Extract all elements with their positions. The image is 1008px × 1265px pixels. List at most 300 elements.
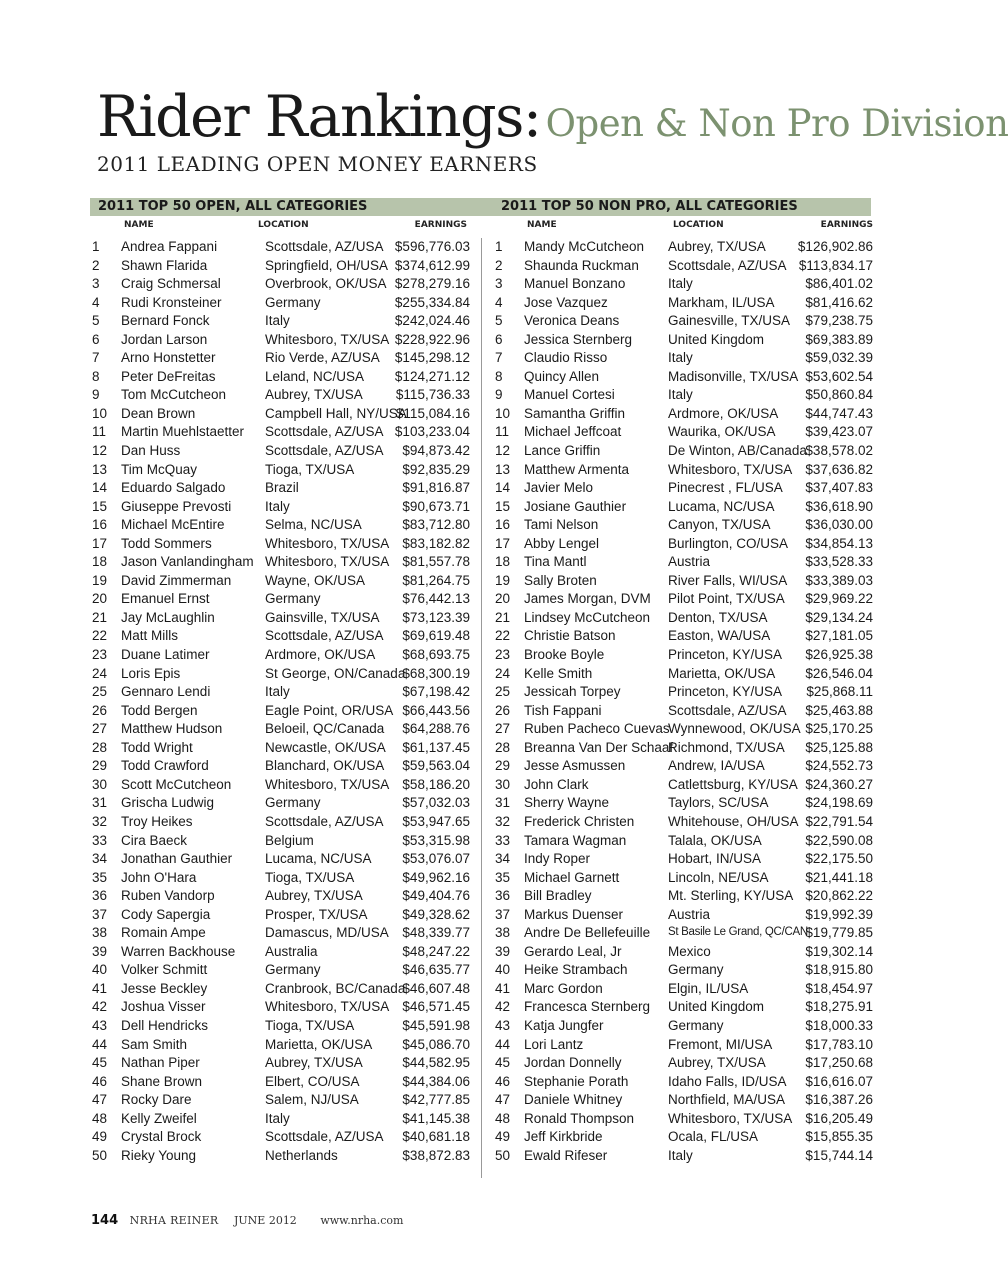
earnings-cell: $53,947.65 (402, 813, 470, 829)
table-row (90, 312, 470, 331)
location-cell: Belgium (265, 832, 314, 848)
location-cell: Gainsville, TX/USA (265, 609, 380, 625)
location-cell: Damascus, MD/USA (265, 925, 389, 941)
rank-cell: 41 (92, 980, 108, 996)
location-cell: Scottsdale, AZ/USA (668, 702, 787, 718)
earnings-cell: $25,868.11 (806, 684, 873, 700)
name-cell: Indy Roper (524, 851, 591, 867)
name-cell: Dean Brown (121, 405, 196, 421)
earnings-cell: $76,442.13 (402, 591, 470, 607)
table-row (493, 516, 873, 535)
name-cell: Heike Strambach (524, 962, 628, 978)
earnings-cell: $49,962.16 (402, 869, 470, 885)
rank-cell: 8 (495, 368, 503, 384)
name-cell: Breanna Van Der Schaaf (524, 739, 674, 755)
table-row (90, 1017, 470, 1036)
name-cell: Josiane Gauthier (524, 498, 627, 514)
location-cell: Aubrey, TX/USA (265, 1055, 363, 1071)
table-row (493, 1091, 873, 1110)
name-cell: Eduardo Salgado (121, 480, 226, 496)
location-cell: Tioga, TX/USA (265, 1017, 355, 1033)
earnings-cell: $26,546.04 (805, 665, 873, 681)
earnings-cell: $59,563.04 (402, 758, 470, 774)
title-sub: Open & Non Pro Division (545, 102, 1008, 145)
name-cell: Kelly Zweifel (121, 1110, 197, 1126)
name-cell: Warren Backhouse (121, 943, 236, 959)
earnings-cell: $15,855.35 (805, 1129, 873, 1145)
rank-cell: 24 (92, 665, 108, 681)
table-row (90, 813, 470, 832)
location-cell: Andrew, IA/USA (668, 758, 765, 774)
location-cell: Whitesboro, TX/USA (265, 331, 390, 347)
rank-cell: 50 (92, 1147, 108, 1163)
location-cell: Wayne, OK/USA (265, 572, 366, 588)
name-cell: Andrea Fappani (121, 239, 218, 254)
table-row (493, 720, 873, 739)
earnings-cell: $22,791.54 (805, 813, 873, 829)
name-cell: Duane Latimer (121, 647, 210, 663)
location-cell: Scottsdale, AZ/USA (265, 239, 384, 254)
name-cell: Rudi Kronsteiner (121, 294, 222, 310)
earnings-cell: $24,360.27 (805, 776, 873, 792)
earnings-cell: $17,783.10 (805, 1036, 873, 1052)
table-row (493, 943, 873, 962)
rank-cell: 21 (495, 609, 511, 625)
name-cell: Sherry Wayne (524, 795, 610, 811)
table-row (493, 1036, 873, 1055)
location-cell: Brazil (265, 480, 299, 496)
rank-cell: 20 (92, 591, 108, 607)
website-url: www.nrha.com (320, 1214, 404, 1227)
earnings-cell: $115,736.33 (395, 387, 470, 403)
name-cell: Tamara Wagman (524, 832, 627, 848)
earnings-cell: $24,552.73 (805, 758, 873, 774)
name-cell: Jesse Asmussen (524, 758, 626, 774)
location-cell: Catlettsburg, KY/USA (668, 776, 798, 792)
table-row (90, 442, 470, 461)
earnings-cell: $21,441.18 (805, 869, 873, 885)
rank-cell: 8 (92, 368, 100, 384)
location-cell: Marietta, OK/USA (668, 665, 776, 681)
name-cell: John O'Hara (121, 869, 197, 885)
name-cell: Markus Duenser (524, 906, 624, 922)
table-row (493, 1147, 873, 1166)
name-cell: Volker Schmitt (121, 962, 208, 978)
table-row (90, 739, 470, 758)
location-cell: Germany (265, 294, 321, 310)
earnings-cell: $255,334.84 (394, 294, 470, 310)
table-row (493, 1073, 873, 1092)
nonpro-table-band: 2011 TOP 50 NON PRO, ALL CATEGORIES (493, 198, 871, 216)
location-cell: Ardmore, OK/USA (668, 405, 779, 421)
table-row (493, 368, 873, 387)
location-cell: Ardmore, OK/USA (265, 647, 376, 663)
location-cell: De Winton, AB/Canada (668, 443, 807, 459)
table-row (90, 368, 470, 387)
earnings-cell: $45,086.70 (402, 1036, 470, 1052)
rank-cell: 33 (495, 832, 511, 848)
rank-cell: 49 (92, 1129, 108, 1145)
name-cell: Jesse Beckley (121, 980, 208, 996)
location-cell: Austria (668, 906, 711, 922)
name-cell: Jason Vanlandingham (121, 554, 254, 570)
table-row (493, 442, 873, 461)
rank-cell: 2 (495, 257, 503, 273)
table-row (90, 980, 470, 999)
earnings-cell: $81,416.62 (805, 294, 873, 310)
earnings-cell: $124,271.12 (394, 368, 470, 384)
earnings-cell: $19,302.14 (805, 943, 873, 959)
rank-cell: 45 (495, 1055, 511, 1071)
table-row (493, 294, 873, 313)
location-cell: Marietta, OK/USA (265, 1036, 373, 1052)
location-cell: Salem, NJ/USA (265, 1092, 359, 1108)
name-cell: Lindsey McCutcheon (524, 609, 651, 625)
earnings-cell: $59,032.39 (805, 350, 873, 366)
col-name-header: NAME (527, 220, 557, 230)
earnings-cell: $15,744.14 (805, 1147, 873, 1163)
location-cell: St Basile Le Grand, QC/CAN (668, 926, 808, 939)
earnings-cell: $29,969.22 (805, 591, 873, 607)
table-row (493, 776, 873, 795)
name-cell: Daniele Whitney (524, 1092, 623, 1108)
rank-cell: 12 (495, 443, 511, 459)
name-cell: Todd Bergen (121, 702, 198, 718)
location-cell: Pilot Point, TX/USA (668, 591, 785, 607)
table-row (90, 590, 470, 609)
earnings-cell: $19,992.39 (805, 906, 873, 922)
rank-cell: 42 (92, 999, 108, 1015)
location-cell: Princeton, KY/USA (668, 647, 783, 663)
name-cell: Jordan Larson (121, 331, 208, 347)
col-location-header: LOCATION (258, 220, 309, 230)
name-cell: Brooke Boyle (524, 647, 605, 663)
location-cell: Aubrey, TX/USA (265, 387, 363, 403)
location-cell: Mt. Sterling, KY/USA (668, 888, 794, 904)
rank-cell: 7 (495, 350, 503, 366)
earnings-cell: $16,387.26 (805, 1092, 873, 1108)
name-cell: Marc Gordon (524, 980, 603, 996)
table-row (90, 238, 470, 257)
rank-cell: 40 (92, 962, 108, 978)
earnings-cell: $73,123.39 (402, 609, 470, 625)
name-cell: Troy Heikes (121, 813, 193, 829)
location-cell: Overbrook, OK/USA (265, 276, 387, 292)
location-cell: Beloeil, QC/Canada (265, 721, 385, 737)
name-cell: Nathan Piper (121, 1055, 200, 1071)
name-cell: Ronald Thompson (524, 1110, 635, 1126)
rank-cell: 11 (495, 424, 510, 440)
table-row (90, 294, 470, 313)
table-row (493, 1110, 873, 1129)
earnings-cell: $115,084.16 (395, 405, 470, 421)
rank-cell: 44 (495, 1036, 511, 1052)
table-row (493, 646, 873, 665)
earnings-cell: $145,298.12 (394, 350, 470, 366)
name-cell: Emanuel Ernst (121, 591, 210, 607)
page-subtitle: 2011 LEADING OPEN MONEY EARNERS (97, 152, 538, 176)
location-cell: Pinecrest , FL/USA (668, 480, 783, 496)
earnings-cell: $68,693.75 (402, 647, 470, 663)
table-row (90, 1147, 470, 1166)
location-cell: Germany (668, 962, 724, 978)
earnings-cell: $44,582.95 (402, 1055, 470, 1071)
location-cell: Tioga, TX/USA (265, 869, 355, 885)
name-cell: Todd Wright (121, 739, 193, 755)
open-table-body (90, 238, 470, 1165)
location-cell: Lucama, NC/USA (265, 851, 372, 867)
rank-cell: 24 (495, 665, 511, 681)
name-cell: Michael Jeffcoat (524, 424, 622, 440)
name-cell: Rocky Dare (121, 1092, 192, 1108)
table-row (493, 702, 873, 721)
rank-cell: 26 (92, 702, 108, 718)
table-row (90, 349, 470, 368)
location-cell: Italy (668, 1147, 693, 1163)
earnings-cell: $20,862.22 (805, 888, 873, 904)
table-row (90, 1091, 470, 1110)
rank-cell: 29 (92, 758, 108, 774)
name-cell: Quincy Allen (524, 368, 600, 384)
rank-cell: 19 (495, 572, 511, 588)
location-cell: Taylors, SC/USA (668, 795, 769, 811)
name-cell: Romain Ampe (121, 925, 206, 941)
earnings-cell: $94,873.42 (402, 443, 470, 459)
page-title (97, 84, 1008, 150)
table-row (90, 423, 470, 442)
earnings-cell: $61,137.45 (402, 739, 470, 755)
location-cell: Aubrey, TX/USA (668, 1055, 766, 1071)
location-cell: Selma, NC/USA (265, 517, 362, 533)
table-row (493, 906, 873, 925)
location-cell: Elgin, IL/USA (668, 980, 749, 996)
rank-cell: 47 (495, 1092, 511, 1108)
name-cell: Joshua Visser (121, 999, 206, 1015)
earnings-cell: $39,423.07 (805, 424, 873, 440)
name-cell: Frederick Christen (524, 813, 635, 829)
table-row (493, 683, 873, 702)
location-cell: Lincoln, NE/USA (668, 869, 769, 885)
name-cell: Tish Fappani (524, 702, 602, 718)
rank-cell: 16 (495, 517, 511, 533)
table-row (90, 961, 470, 980)
earnings-cell: $26,925.38 (805, 647, 873, 663)
earnings-cell: $113,834.17 (798, 257, 873, 273)
table-row (493, 924, 873, 943)
earnings-cell: $57,032.03 (402, 795, 470, 811)
table-row (493, 461, 873, 480)
location-cell: Germany (265, 795, 321, 811)
table-row (90, 1110, 470, 1129)
rank-cell: 5 (495, 313, 503, 329)
rank-cell: 28 (495, 739, 511, 755)
location-cell: Aubrey, TX/USA (265, 888, 363, 904)
location-cell: St George, ON/Canada (265, 665, 406, 681)
name-cell: Jessicah Torpey (524, 684, 621, 700)
table-row (90, 516, 470, 535)
location-cell: Scottsdale, AZ/USA (265, 443, 384, 459)
name-cell: Tom McCutcheon (121, 387, 227, 403)
earnings-cell: $45,591.98 (402, 1017, 470, 1033)
rank-cell: 39 (92, 943, 108, 959)
rank-cell: 17 (495, 535, 511, 551)
rank-cell: 33 (92, 832, 108, 848)
table-row (493, 498, 873, 517)
table-row (493, 553, 873, 572)
earnings-cell: $16,616.07 (805, 1073, 873, 1089)
rank-cell: 41 (495, 980, 511, 996)
table-row (90, 943, 470, 962)
location-cell: Italy (265, 1110, 290, 1126)
name-cell: Tami Nelson (524, 517, 599, 533)
table-row (90, 627, 470, 646)
location-cell: Talala, OK/USA (668, 832, 762, 848)
earnings-cell: $83,712.80 (402, 517, 470, 533)
location-cell: Rio Verde, AZ/USA (265, 350, 380, 366)
earnings-cell: $46,635.77 (402, 962, 470, 978)
rank-cell: 46 (92, 1073, 108, 1089)
table-row (90, 646, 470, 665)
open-table-band: 2011 TOP 50 OPEN, ALL CATEGORIES (90, 198, 498, 216)
table-row (493, 1054, 873, 1073)
rank-cell: 1 (92, 239, 100, 254)
name-cell: Kelle Smith (524, 665, 593, 681)
location-cell: Eagle Point, OR/USA (265, 702, 394, 718)
nonpro-table-body (493, 238, 873, 1165)
name-cell: Jordan Donnelly (524, 1055, 622, 1071)
table-row (493, 869, 873, 888)
location-cell: Leland, NC/USA (265, 368, 365, 384)
location-cell: Princeton, KY/USA (668, 684, 783, 700)
name-cell: Abby Lengel (524, 535, 600, 551)
location-cell: Prosper, TX/USA (265, 906, 368, 922)
name-cell: Shane Brown (121, 1073, 203, 1089)
rank-cell: 22 (92, 628, 108, 644)
name-cell: Lance Griffin (524, 443, 601, 459)
rank-cell: 13 (495, 461, 511, 477)
earnings-cell: $25,170.25 (805, 721, 873, 737)
rank-cell: 31 (92, 795, 108, 811)
name-cell: Sally Broten (524, 572, 597, 588)
rank-cell: 31 (495, 795, 511, 811)
location-cell: Cranbrook, BC/Canada (265, 980, 406, 996)
rank-cell: 30 (495, 776, 511, 792)
earnings-cell: $242,024.46 (394, 313, 470, 329)
table-row (90, 553, 470, 572)
rank-cell: 23 (495, 647, 511, 663)
earnings-cell: $49,328.62 (402, 906, 470, 922)
rank-cell: 17 (92, 535, 108, 551)
earnings-cell: $25,125.88 (805, 739, 873, 755)
location-cell: Elbert, CO/USA (265, 1073, 360, 1089)
earnings-cell: $44,384.06 (402, 1073, 470, 1089)
name-cell: Bill Bradley (524, 888, 592, 904)
earnings-cell: $46,607.48 (402, 980, 470, 996)
location-cell: Blanchard, OK/USA (265, 758, 385, 774)
earnings-cell: $19,779.85 (805, 925, 873, 941)
earnings-cell: $69,383.89 (805, 331, 873, 347)
name-cell: Claudio Risso (524, 350, 608, 366)
table-row (90, 405, 470, 424)
location-cell: Whitesboro, TX/USA (265, 554, 390, 570)
earnings-cell: $278,279.16 (394, 276, 470, 292)
rank-cell: 11 (92, 424, 107, 440)
table-row (493, 961, 873, 980)
table-row (493, 349, 873, 368)
table-row (90, 665, 470, 684)
table-row (90, 257, 470, 276)
table-row (493, 813, 873, 832)
rank-cell: 18 (92, 554, 108, 570)
table-row (90, 776, 470, 795)
name-cell: Manuel Bonzano (524, 276, 626, 292)
rank-cell: 34 (92, 851, 108, 867)
col-earnings-header: EARNINGS (820, 220, 873, 230)
table-row (90, 1036, 470, 1055)
rank-cell: 15 (92, 498, 108, 514)
table-row (493, 386, 873, 405)
rank-cell: 45 (92, 1055, 108, 1071)
location-cell: Denton, TX/USA (668, 609, 768, 625)
earnings-cell: $18,000.33 (805, 1017, 873, 1033)
location-cell: Fremont, MI/USA (668, 1036, 773, 1052)
table-row (90, 998, 470, 1017)
table-row (493, 1017, 873, 1036)
name-cell: Todd Sommers (121, 535, 212, 551)
earnings-cell: $53,602.54 (805, 368, 873, 384)
magazine-name: NRHA REINER (129, 1214, 219, 1227)
table-row (493, 405, 873, 424)
location-cell: Whitesboro, TX/USA (668, 1110, 793, 1126)
table-row (90, 702, 470, 721)
rank-cell: 27 (495, 721, 511, 737)
earnings-cell: $37,636.82 (805, 461, 873, 477)
location-cell: Whitehouse, OH/USA (668, 813, 799, 829)
location-cell: Scottsdale, AZ/USA (265, 628, 384, 644)
name-cell: Lori Lantz (524, 1036, 584, 1052)
earnings-cell: $36,030.00 (805, 517, 873, 533)
earnings-cell: $46,571.45 (402, 999, 470, 1015)
name-cell: Tina Mantl (524, 554, 587, 570)
name-cell: Matt Mills (121, 628, 178, 644)
table-row (90, 275, 470, 294)
rank-cell: 14 (92, 480, 108, 496)
earnings-cell: $58,186.20 (402, 776, 470, 792)
location-cell: Newcastle, OK/USA (265, 739, 386, 755)
table-row (493, 665, 873, 684)
earnings-cell: $37,407.83 (805, 480, 873, 496)
rank-cell: 40 (495, 962, 511, 978)
table-row (493, 627, 873, 646)
rank-cell: 26 (495, 702, 511, 718)
table-row (90, 1128, 470, 1147)
col-location-header: LOCATION (673, 220, 724, 230)
table-row (90, 757, 470, 776)
name-cell: Stephanie Porath (524, 1073, 629, 1089)
earnings-cell: $86,401.02 (805, 276, 873, 292)
rank-cell: 19 (92, 572, 108, 588)
table-row (90, 924, 470, 943)
earnings-cell: $374,612.99 (394, 257, 470, 273)
table-row (493, 757, 873, 776)
rank-cell: 13 (92, 461, 108, 477)
rank-cell: 15 (495, 498, 511, 514)
rank-cell: 49 (495, 1129, 511, 1145)
table-row (493, 572, 873, 591)
location-cell: Italy (265, 498, 290, 514)
location-cell: Australia (265, 943, 318, 959)
table-row (90, 609, 470, 628)
